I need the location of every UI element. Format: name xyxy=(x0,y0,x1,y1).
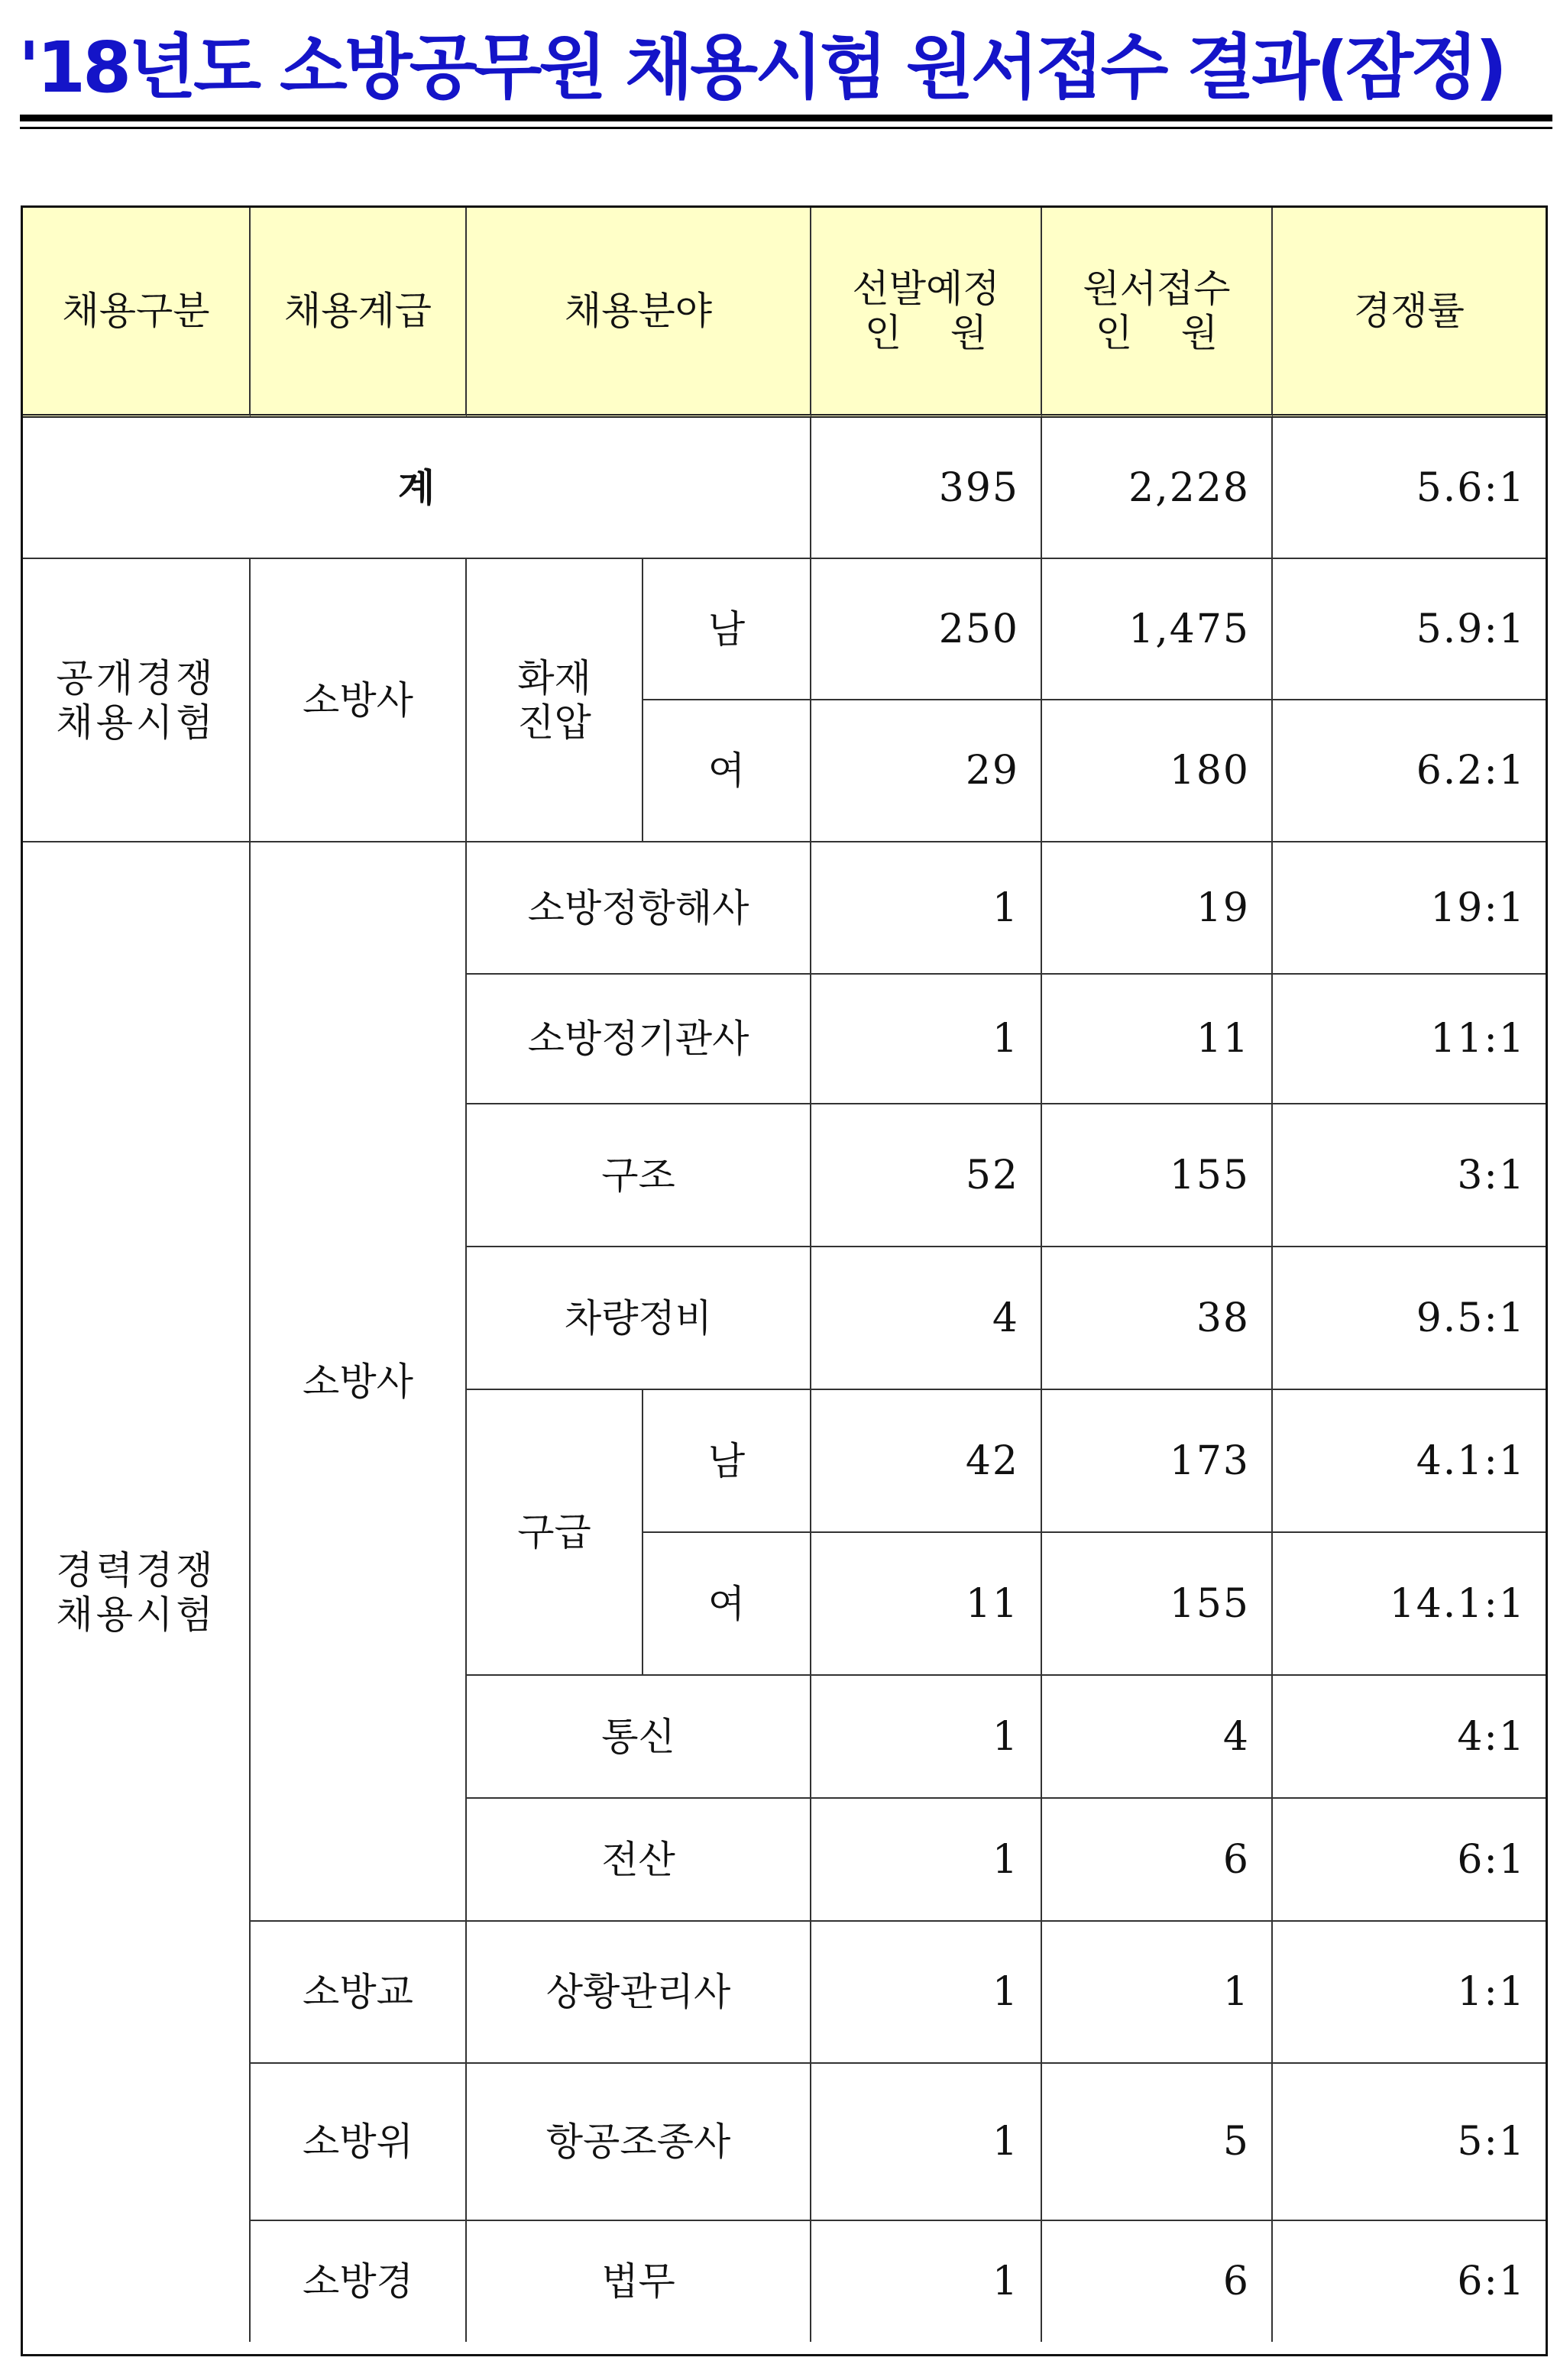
header-planned xyxy=(811,208,1042,418)
header-planned-line2: 인 원 xyxy=(864,311,988,355)
career-emt-sub-female: 여 xyxy=(643,1533,811,1676)
career-rescue-ratio: 3:1 xyxy=(1273,1104,1546,1247)
total-applied: 2,228 xyxy=(1042,418,1273,559)
results-table xyxy=(21,205,1548,2356)
career-navigator-ratio: 19:1 xyxy=(1273,842,1546,975)
career-field-comm: 통신 xyxy=(467,1676,811,1799)
career-comm-planned: 1 xyxy=(811,1676,1042,1799)
open-female-applied: 180 xyxy=(1042,700,1273,842)
career-engineer-applied: 11 xyxy=(1042,975,1273,1104)
career-legal-applied: 6 xyxy=(1042,2221,1273,2342)
career-pilot-applied: 5 xyxy=(1042,2064,1273,2221)
career-navigator-planned: 1 xyxy=(811,842,1042,975)
career-it-ratio: 6:1 xyxy=(1273,1799,1546,1922)
career-situation-ratio: 1:1 xyxy=(1273,1922,1546,2064)
career-situation-applied: 1 xyxy=(1042,1922,1273,2064)
career-field-navigator: 소방정항해사 xyxy=(467,842,811,975)
header-ratio: 경쟁률 xyxy=(1273,208,1546,418)
career-rank-main: 소방사 xyxy=(251,842,467,1922)
career-it-planned: 1 xyxy=(811,1799,1042,1922)
career-category: 경력경쟁 채용시험 xyxy=(23,842,251,2342)
career-comm-ratio: 4:1 xyxy=(1273,1676,1546,1799)
career-emt-sub-male: 남 xyxy=(643,1390,811,1533)
open-male-ratio: 5.9:1 xyxy=(1273,559,1546,700)
open-sub-male: 남 xyxy=(643,559,811,700)
career-field-emt: 구급 xyxy=(467,1390,643,1676)
header-applied xyxy=(1042,208,1273,418)
career-navigator-applied: 19 xyxy=(1042,842,1273,975)
career-rank-lieutenant: 소방위 xyxy=(251,2064,467,2221)
career-field-legal: 법무 xyxy=(467,2221,811,2342)
career-emt-male-ratio: 4.1:1 xyxy=(1273,1390,1546,1533)
open-female-planned: 29 xyxy=(811,700,1042,842)
career-field-engineer: 소방정기관사 xyxy=(467,975,811,1104)
career-pilot-planned: 1 xyxy=(811,2064,1042,2221)
career-legal-ratio: 6:1 xyxy=(1457,2259,1526,2304)
open-male-planned: 250 xyxy=(811,559,1042,700)
career-it-applied: 6 xyxy=(1042,1799,1273,1922)
career-field-vehicle: 차량정비 xyxy=(467,1247,811,1390)
total-label: 계 xyxy=(23,418,811,559)
career-rescue-planned: 52 xyxy=(811,1104,1042,1247)
career-rank-captain: 소방경 xyxy=(251,2221,467,2342)
career-emt-male-applied: 173 xyxy=(1042,1390,1273,1533)
career-emt-female-ratio: 14.1:1 xyxy=(1273,1533,1546,1676)
career-comm-applied: 4 xyxy=(1042,1676,1273,1799)
career-emt-male-planned: 42 xyxy=(811,1390,1042,1533)
title-underline-thick xyxy=(20,115,1552,121)
header-planned-line1: 선발예정 xyxy=(852,267,1000,311)
header-field: 채용분야 xyxy=(467,208,811,418)
career-field-situation: 상황관리사 xyxy=(467,1922,811,2064)
career-emt-female-planned: 11 xyxy=(811,1533,1042,1676)
open-sub-female: 여 xyxy=(643,700,811,842)
career-field-pilot: 항공조종사 xyxy=(467,2064,811,2221)
career-pilot-ratio: 5:1 xyxy=(1273,2064,1546,2221)
career-rescue-applied: 155 xyxy=(1042,1104,1273,1247)
open-male-applied: 1,475 xyxy=(1042,559,1273,700)
total-planned: 395 xyxy=(811,418,1042,559)
career-vehicle-planned: 4 xyxy=(811,1247,1042,1390)
open-field: 화재 진압 xyxy=(467,559,643,842)
open-rank: 소방사 xyxy=(251,559,467,842)
career-vehicle-ratio: 9.5:1 xyxy=(1273,1247,1546,1390)
career-rank-sergeant: 소방교 xyxy=(251,1922,467,2064)
career-field-rescue: 구조 xyxy=(467,1104,811,1247)
open-female-ratio: 6.2:1 xyxy=(1273,700,1546,842)
open-category: 공개경쟁 채용시험 xyxy=(23,559,251,842)
career-engineer-planned: 1 xyxy=(811,975,1042,1104)
header-applied-line1: 원서접수 xyxy=(1083,267,1231,311)
header-applied-line2: 인 원 xyxy=(1095,311,1219,355)
career-vehicle-applied: 38 xyxy=(1042,1247,1273,1390)
career-situation-planned: 1 xyxy=(811,1922,1042,2064)
career-field-it: 전산 xyxy=(467,1799,811,1922)
career-legal-planned: 1 xyxy=(811,2221,1042,2342)
document-title: '18년도 소방공무원 채용시험 원서접수 결과(잠정) xyxy=(18,27,1504,108)
career-emt-female-applied: 155 xyxy=(1042,1533,1273,1676)
header-rank: 채용계급 xyxy=(251,208,467,418)
header-category: 채용구분 xyxy=(23,208,251,418)
career-engineer-ratio: 11:1 xyxy=(1273,975,1546,1104)
title-underline-thin xyxy=(20,127,1552,129)
total-ratio: 5.6:1 xyxy=(1273,418,1546,559)
